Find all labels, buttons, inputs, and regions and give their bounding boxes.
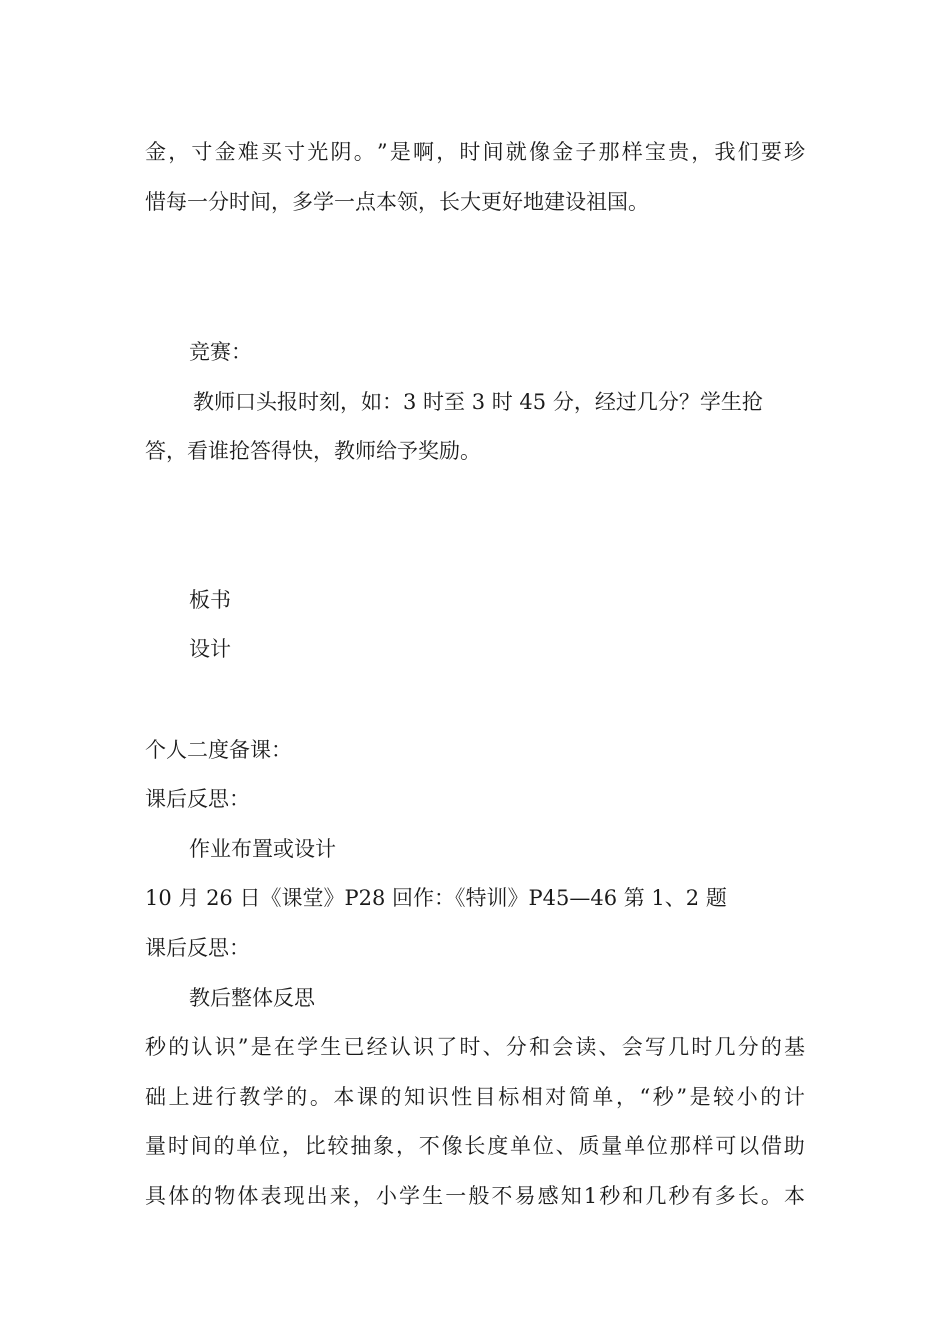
reflection-label: 课后反思： [145,787,250,811]
paragraph-line: 惜每一分时间，多学一点本领，长大更好地建设祖国。 [145,190,649,214]
homework-heading: 作业布置或设计 [189,837,336,861]
contest-heading: 竞赛： [189,340,252,364]
contest-line: 答，看谁抢答得快，教师给予奖励。 [145,439,481,463]
overall-heading: 教后整体反思 [189,986,315,1010]
reflection-label: 课后反思： [145,936,250,960]
board-label: 板书 [189,588,231,612]
paragraph-line: 金 ， 寸 金 难 买 寸 光 阴 。 ” 是 啊 ， 时 间 就 像 金 子 那 样 宝 贵 ， 我 们 要 珍 [145,140,805,164]
overall-line: 量 时 间 的 单 位 ， 比 较 抽 象 ， 不 像 长 度 单 位 、 质 量 单 位 那 样 可 以 借 助 [145,1134,805,1158]
overall-line: 础 上 进 行 教 学 的 。 本 课 的 知 识 性 目 标 相 对 简 单 ， “ 秒 ” 是 较 小 的 计 [145,1085,805,1109]
personal-prep-label: 个人二度备课： [145,738,292,762]
overall-line: 秒 的 认 识 ” 是 在 学 生 已 经 认 识 了 时 、 分 和 会 读 、 会 写 几 时 几 分 的 基 [145,1035,805,1059]
homework-content: 10 月 26 日《课堂》P28 回作：《特训》P45—46 第 1、2 题 [145,886,727,910]
board-label: 设计 [189,637,231,661]
overall-line: 具 体 的 物 体 表 现 出 来 ， 小 学 生 一 般 不 易 感 知 1 秒 和 几 秒 有 多 长 。 本 [145,1184,805,1208]
contest-line: 教师口头报时刻，如：3 时至 3 时 45 分，经过几分？学生抢 [193,390,763,414]
